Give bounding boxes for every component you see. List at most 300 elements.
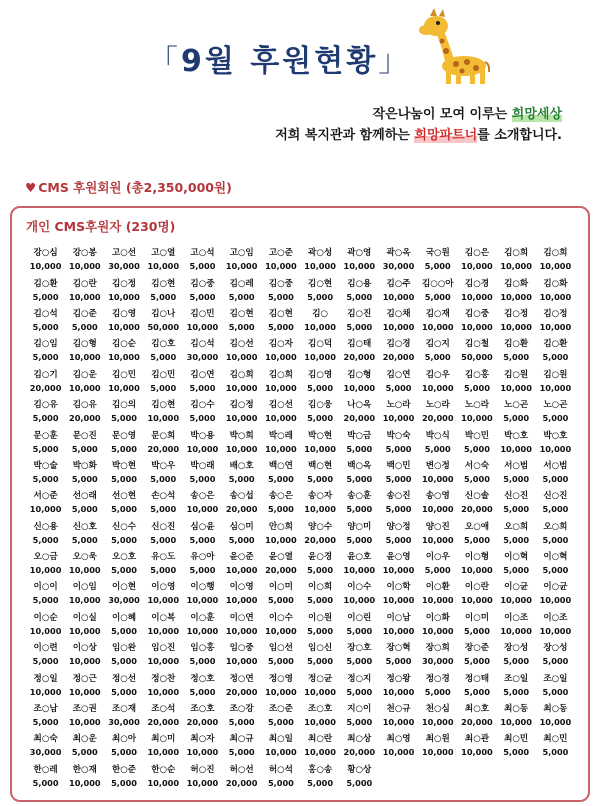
donor-cell (340, 610, 379, 640)
donor-amount: 10,000 (225, 625, 258, 636)
donor-name: 정○지 (347, 673, 372, 684)
donor-name: 서○숙 (464, 460, 489, 471)
panel-title: 개인 CMS후원자 (230명) (26, 219, 176, 234)
donor-amount: 10,000 (500, 443, 532, 454)
donor-name: 정○균 (308, 673, 333, 684)
donor-cell (183, 701, 222, 731)
donor-cell (183, 367, 222, 397)
donor-name: 고○열 (151, 248, 176, 259)
donor-cell (26, 731, 65, 761)
donor-amount: 10,000 (29, 565, 62, 576)
donor-amount: 5,000 (385, 504, 412, 515)
donor-amount: 10,000 (265, 382, 297, 393)
donor-amount: 5,000 (150, 473, 177, 484)
donor-amount: 5,000 (32, 352, 59, 363)
donor-name: 이○균 (543, 582, 568, 593)
donor-amount: 10,000 (186, 595, 219, 606)
donor-name: 고○선 (111, 248, 137, 259)
donor-amount: 5,000 (542, 352, 569, 363)
donor-cell (340, 336, 379, 366)
donor-cell (222, 427, 261, 457)
donor-cell (497, 336, 536, 366)
donor-name: 김○중 (268, 278, 293, 289)
donor-amount: 10,000 (147, 413, 180, 424)
donor-amount: 5,000 (150, 352, 177, 363)
donor-amount: 30,000 (421, 656, 454, 667)
donor-cell (497, 458, 536, 488)
donor-amount: 10,000 (421, 717, 454, 728)
donor-name: 김○민 (111, 369, 137, 380)
donor-cell (144, 519, 183, 549)
donor-amount: 10,000 (500, 625, 532, 636)
donor-cell (222, 670, 261, 700)
donor-name: 신○진 (504, 491, 529, 502)
donor-name: 김○현 (229, 308, 254, 319)
donor-name: 이○우 (425, 552, 450, 563)
donor-amount: 10,000 (500, 382, 532, 393)
donor-cell (261, 549, 300, 579)
donor-amount: 10,000 (29, 625, 62, 636)
donor-amount: 5,000 (32, 321, 59, 332)
donor-cell (222, 367, 261, 397)
donor-amount: 20,000 (69, 413, 101, 424)
donor-cell (418, 427, 457, 457)
donor-amount: 10,000 (461, 321, 493, 332)
donor-name: 이○복 (151, 612, 176, 623)
donor-amount: 10,000 (421, 473, 454, 484)
donor-name: 김○수 (190, 400, 215, 411)
donor-amount: 10,000 (69, 777, 101, 788)
donor-cell (340, 701, 379, 731)
donor-name: 이○연 (229, 612, 254, 623)
donor-name: 김○정 (504, 308, 529, 319)
donor-cell (144, 367, 183, 397)
donor-cell (65, 336, 104, 366)
donor-amount: 10,000 (539, 261, 572, 272)
donor-cell (340, 549, 379, 579)
donor-amount: 5,000 (542, 686, 569, 697)
donor-name: 이○상 (72, 643, 97, 654)
donor-amount: 10,000 (304, 717, 336, 728)
donor-name: 강○심 (33, 248, 58, 259)
donor-cell (457, 579, 496, 609)
donor-amount: 10,000 (461, 747, 493, 758)
donor-name: 노○라 (386, 400, 411, 411)
donor-amount: 10,000 (500, 717, 532, 728)
donor-cell (418, 245, 457, 275)
donor-amount: 5,000 (150, 382, 177, 393)
donor-name: 문○희 (151, 430, 176, 441)
donor-name: 김○호 (151, 339, 176, 350)
donor-amount: 10,000 (108, 382, 140, 393)
donor-name: 최○원 (425, 734, 450, 745)
donor-cell (379, 306, 418, 336)
donor-name: 서○범 (543, 460, 568, 471)
donor-cell (301, 275, 340, 305)
donor-cell (222, 275, 261, 305)
donor-cell (418, 306, 457, 336)
donor-name: 최○일 (268, 734, 293, 745)
donor-cell (418, 731, 457, 761)
donor-name: 박○식 (425, 430, 450, 441)
donor-cell (144, 762, 183, 792)
donor-name: 정○연 (229, 673, 254, 684)
donor-amount: 5,000 (464, 443, 490, 454)
donor-name: 천○심 (425, 704, 450, 715)
donor-name: 장○성 (504, 643, 529, 654)
donor-cell (261, 762, 300, 792)
donor-amount: 10,000 (304, 686, 336, 697)
donor-amount: 10,000 (108, 321, 140, 332)
donor-amount: 5,000 (71, 747, 98, 758)
donor-amount: 10,000 (147, 686, 180, 697)
donor-amount: 5,000 (267, 717, 294, 728)
donor-amount: 5,000 (189, 473, 216, 484)
donor-amount: 5,000 (228, 534, 255, 545)
donor-name: 조○재 (111, 704, 137, 715)
donor-name: 김○희 (504, 248, 529, 259)
donor-cell (26, 397, 65, 427)
donor-amount: 5,000 (503, 473, 530, 484)
donor-cell (418, 701, 457, 731)
donor-name: 박○금 (347, 430, 372, 441)
donor-amount: 5,000 (542, 504, 569, 515)
donor-amount: 10,000 (304, 443, 336, 454)
donor-amount: 5,000 (307, 595, 334, 606)
donor-cell (457, 610, 496, 640)
donor-amount: 10,000 (539, 595, 572, 606)
donor-amount: 5,000 (503, 565, 530, 576)
donor-name: 장○준 (464, 643, 489, 654)
donor-cell (104, 701, 143, 731)
donor-amount: 5,000 (464, 534, 490, 545)
donor-name: 임○중 (229, 643, 254, 654)
donor-name: 김○경 (464, 278, 489, 289)
donor-name: 김○태 (347, 339, 372, 350)
donor-cell (457, 336, 496, 366)
donor-cell (144, 731, 183, 761)
donor-name: 이○형 (464, 552, 489, 563)
donor-amount: 5,000 (346, 443, 373, 454)
donor-name: 이○화 (425, 612, 450, 623)
donor-cell (457, 670, 496, 700)
donor-amount: 5,000 (111, 534, 137, 545)
donor-amount: 10,000 (539, 443, 572, 454)
donor-amount: 30,000 (382, 261, 415, 272)
donor-cell (26, 640, 65, 670)
donor-name: 임○홍 (190, 643, 215, 654)
donor-name: 한○준 (111, 764, 137, 775)
donor-amount: 10,000 (461, 413, 493, 424)
donor-cell (418, 549, 457, 579)
donor-cell (65, 579, 104, 609)
donor-cell (340, 458, 379, 488)
donor-amount: 5,000 (32, 413, 59, 424)
donor-cell (536, 488, 575, 518)
donor-name: 신○호 (72, 521, 97, 532)
donor-name: 김○석 (33, 308, 58, 319)
donor-name: 최○아 (111, 734, 137, 745)
donor-cell (418, 519, 457, 549)
donor-name: 노○라 (425, 400, 450, 411)
donor-amount: 5,000 (150, 291, 177, 302)
donor-amount: 5,000 (228, 321, 255, 332)
donor-amount: 5,000 (32, 443, 59, 454)
donor-cell (379, 427, 418, 457)
donor-amount: 10,000 (343, 595, 376, 606)
donor-amount: 5,000 (71, 321, 98, 332)
donor-name: 최○미 (151, 734, 176, 745)
donor-name: 김○용 (347, 278, 372, 289)
donor-amount: 30,000 (29, 747, 62, 758)
donor-name: 정○근 (72, 673, 97, 684)
donor-cell (457, 731, 496, 761)
donor-amount: 10,000 (265, 686, 297, 697)
donor-amount: 10,000 (343, 382, 376, 393)
donor-cell (340, 731, 379, 761)
donor-amount: 10,000 (421, 747, 454, 758)
donor-name: 최○관 (464, 734, 489, 745)
donor-cell (301, 367, 340, 397)
donor-cell (104, 762, 143, 792)
donor-amount: 10,000 (343, 565, 376, 576)
donor-cell (104, 670, 143, 700)
donor-cell (222, 549, 261, 579)
donor-amount: 5,000 (228, 291, 255, 302)
donor-amount: 10,000 (69, 686, 101, 697)
donor-cell (457, 275, 496, 305)
donor-amount: 5,000 (424, 291, 451, 302)
donor-name: 이○균 (504, 582, 529, 593)
donor-amount: 10,000 (421, 504, 454, 515)
donor-name: 박○희 (229, 430, 254, 441)
donor-cell (65, 488, 104, 518)
donor-cell (183, 731, 222, 761)
donor-name: 송○진 (386, 491, 411, 502)
donor-cell (261, 245, 300, 275)
donor-cell (301, 731, 340, 761)
donor-amount: 10,000 (265, 625, 297, 636)
donor-cell (65, 640, 104, 670)
donor-cell (457, 427, 496, 457)
donor-amount: 10,000 (304, 504, 336, 515)
donor-name: 최○란 (308, 734, 333, 745)
donor-cell (497, 610, 536, 640)
donor-cell (379, 610, 418, 640)
donor-name: 김○임 (33, 339, 58, 350)
donor-name: 김○순 (111, 339, 137, 350)
donor-cell (261, 731, 300, 761)
donor-amount: 5,000 (267, 656, 294, 667)
donor-name: 노○곤 (543, 400, 568, 411)
donor-amount: 20,000 (225, 777, 258, 788)
donor-amount: 5,000 (346, 777, 373, 788)
donor-amount: 5,000 (346, 291, 373, 302)
donor-amount: 5,000 (307, 777, 334, 788)
donor-name: 양○수 (308, 521, 333, 532)
donor-cell (536, 640, 575, 670)
donor-cell (144, 245, 183, 275)
donor-name: 박○레 (268, 430, 293, 441)
donor-cell (301, 762, 340, 792)
donor-cell (183, 336, 222, 366)
donor-name: 한○재 (72, 764, 97, 775)
donor-cell (497, 397, 536, 427)
donor-amount: 10,000 (382, 321, 415, 332)
donor-cell (497, 275, 536, 305)
donor-amount: 10,000 (186, 443, 219, 454)
donor-name: 김○재 (425, 308, 450, 319)
donor-cell (104, 731, 143, 761)
donor-name: 강○봉 (72, 248, 97, 259)
donor-amount: 10,000 (421, 595, 454, 606)
donor-cell (104, 367, 143, 397)
donor-name: 오○희 (504, 521, 529, 532)
donor-amount: 10,000 (225, 382, 258, 393)
donor-cell (222, 458, 261, 488)
donor-name: 서○준 (33, 491, 58, 502)
donor-cell (379, 701, 418, 731)
donor-cell (222, 245, 261, 275)
donor-cell (261, 701, 300, 731)
donor-name: 김○선 (229, 339, 254, 350)
donor-name: 박○호 (504, 430, 529, 441)
donor-cell (261, 610, 300, 640)
donor-name: 이○이 (33, 582, 58, 593)
donor-name: 이○미 (464, 612, 489, 623)
donor-name: 김○준 (72, 308, 97, 319)
donor-name: 장○희 (425, 643, 450, 654)
donor-cell (301, 519, 340, 549)
donor-cell (222, 579, 261, 609)
donor-name: 오○금 (33, 552, 58, 563)
donor-cell (222, 701, 261, 731)
donor-name: 허○진 (190, 764, 215, 775)
title-bracket-close: 」 (378, 44, 412, 79)
donor-cell (222, 640, 261, 670)
donor-cell (65, 670, 104, 700)
donor-name: 장○혁 (386, 643, 411, 654)
donor-name: 김○란 (72, 278, 97, 289)
donor-amount: 5,000 (503, 747, 530, 758)
donor-cell (104, 427, 143, 457)
donor-cell (536, 579, 575, 609)
donor-cell (222, 488, 261, 518)
donor-name: 김○선 (268, 400, 293, 411)
donor-amount: 5,000 (267, 473, 294, 484)
donor-cell (183, 549, 222, 579)
donor-amount: 5,000 (542, 534, 569, 545)
donor-amount: 5,000 (307, 382, 334, 393)
donor-amount: 5,000 (150, 534, 177, 545)
donor-cell (457, 488, 496, 518)
donor-cell (222, 519, 261, 549)
donor-amount: 5,000 (307, 565, 334, 576)
donor-name: 조○호 (190, 704, 215, 715)
donor-name: 김○진 (347, 308, 372, 319)
donor-name: 신○진 (151, 521, 176, 532)
donor-amount: 5,000 (32, 777, 59, 788)
donor-name: 천○규 (386, 704, 411, 715)
donor-name: 박○술 (33, 460, 58, 471)
donor-name: 김○환 (33, 278, 58, 289)
donor-amount: 5,000 (71, 473, 98, 484)
donor-amount: 10,000 (421, 382, 454, 393)
donor-name: 김○자 (268, 339, 293, 350)
donor-amount: 10,000 (461, 595, 493, 606)
donor-name: 백○민 (386, 460, 411, 471)
donor-amount: 10,000 (69, 352, 101, 363)
donor-amount: 20,000 (265, 565, 297, 576)
donor-name: 조○남 (33, 704, 58, 715)
donor-cell (418, 640, 457, 670)
donor-name: 한○순 (151, 764, 176, 775)
donor-name: 김○유 (72, 400, 97, 411)
donor-amount: 5,000 (424, 565, 451, 576)
donor-cell (104, 306, 143, 336)
donor-cell (26, 701, 65, 731)
donor-amount: 10,000 (147, 261, 180, 272)
donor-cell (261, 579, 300, 609)
donor-name: 허○선 (229, 764, 254, 775)
donor-cell (536, 275, 575, 305)
donor-name: 문○훈 (33, 430, 58, 441)
donor-name: 정○선 (111, 673, 137, 684)
donor-amount: 10,000 (382, 625, 415, 636)
donor-cell (497, 670, 536, 700)
donor-cell (65, 367, 104, 397)
donor-cell (457, 397, 496, 427)
donor-cell (26, 367, 65, 397)
donor-cell (26, 458, 65, 488)
donor-cell (340, 640, 379, 670)
donor-name: 이○남 (386, 612, 411, 623)
donor-cell (65, 427, 104, 457)
donor-name: 안○희 (268, 521, 293, 532)
intro-highlight-hope-world: 희망세상 (511, 107, 562, 122)
donor-name: 이○혜 (111, 612, 137, 623)
donor-cell (301, 670, 340, 700)
donor-amount: 10,000 (69, 625, 101, 636)
donor-cell (104, 519, 143, 549)
donor-amount: 20,000 (225, 686, 258, 697)
donor-amount: 5,000 (189, 565, 216, 576)
donor-cell (379, 397, 418, 427)
donor-name: 김○연 (190, 369, 215, 380)
donor-cell (301, 397, 340, 427)
donor-cell (497, 519, 536, 549)
donor-cell (222, 306, 261, 336)
donor-amount: 20,000 (343, 352, 376, 363)
donor-cell (144, 610, 183, 640)
donor-name: 변○정 (425, 460, 450, 471)
donor-name: 김○경 (386, 339, 411, 350)
donor-name: 유○도 (151, 552, 176, 563)
donor-amount: 10,000 (265, 352, 297, 363)
donor-cell (104, 458, 143, 488)
donor-cell (183, 397, 222, 427)
donor-cell (261, 519, 300, 549)
donor-cell (379, 519, 418, 549)
donor-amount: 10,000 (186, 777, 219, 788)
donor-amount: 5,000 (503, 504, 530, 515)
donor-cell (379, 670, 418, 700)
donor-amount: 10,000 (29, 261, 62, 272)
donor-amount: 5,000 (503, 413, 530, 424)
donor-name: 이○혁 (504, 552, 529, 563)
donor-amount: 30,000 (108, 595, 140, 606)
donor-amount: 5,000 (267, 777, 294, 788)
